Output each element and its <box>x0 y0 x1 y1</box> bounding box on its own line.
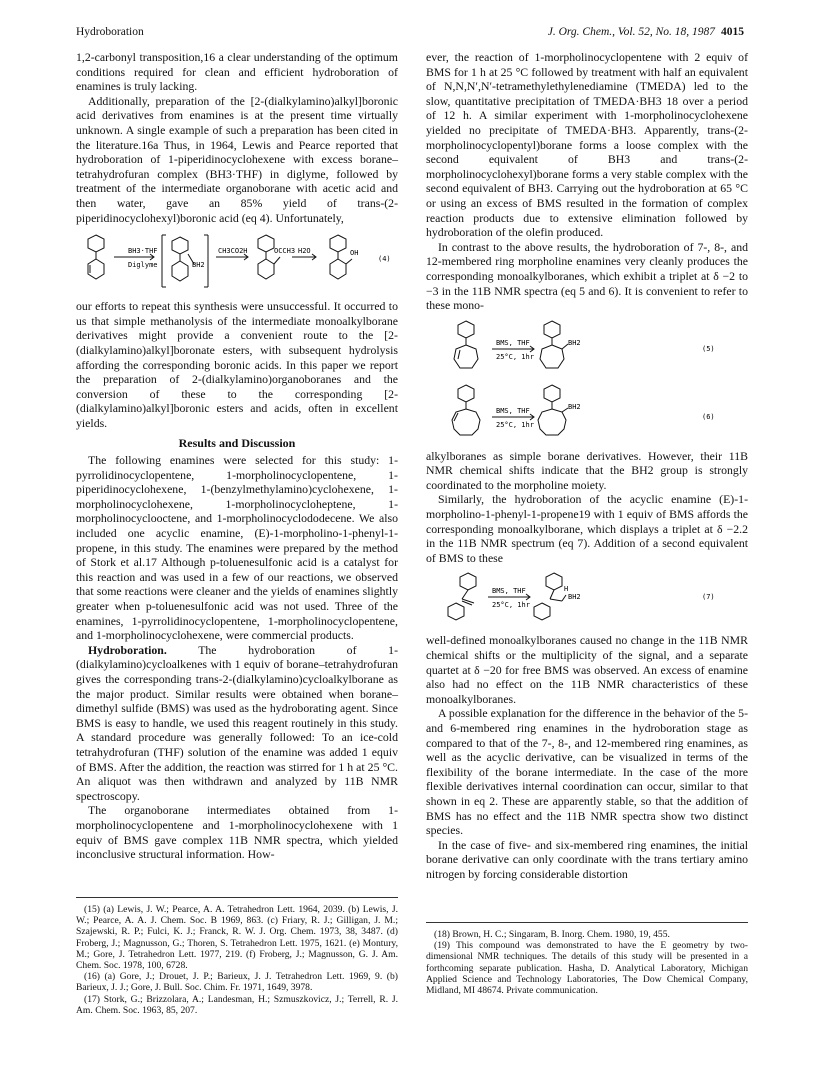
paragraph: our efforts to repeat this synthesis were unsuccessful. It occurred to us that simple methanolysis of the intermediate monoalkylborane derivatives might provide a convenient route to the [2-(dialkylamino)alkyl]boronate esters, with subsequent hydrolysis affording the corresponding boronic acids. In this paper we report the preparation of 2-(dialkylamino)organoboranes and the conversion of these to the corresponding [2-(dialkylamino)alkyl]boronic esters and acids, often in excellent yields. <box>76 299 398 430</box>
eq4-reagent-top: BH3·THF <box>128 247 158 256</box>
paragraph <box>76 643 398 804</box>
footnote: (19) This compound was demonstrated to have the E geometry by two-dimensional NMR techniques. The details of this study will be presented in a forthcoming separate publication. Hasha, D. Analytical Laboratory, Michigan Applied Science and Technology Laboratories, The Dow Chemical Company, Midland, MI 48674. Private communication. <box>426 940 748 997</box>
eq4-occh3-label: OCCH3 <box>274 247 296 256</box>
footnotes-left <box>76 897 398 1016</box>
left-column <box>76 50 398 862</box>
paragraph-text: The hydroboration of 1-(dialkylamino)cycloalkenes with 1 equiv of borane–tetrahydrofuran gives the corresponding trans-2-(dialkylamino)cycloalkylborane as the major product. Similar results were obtained when borane–dimethyl sulfide (BMS) was used as the hydroborating agent. Since BMS is easy to handle, we used this reagent routinely in this study. A standard procedure was generally followed: To an ice-cold tetrahydrofuran (THF) solution of the enamine was added 1 equiv of BMS. After the addition, the reaction was stirred for 1 h at 25 °C. An aliquot was then withdrawn and analyzed by 11B NMR spectroscopy. <box>76 642 398 803</box>
footnote: (18) Brown, H. C.; Singaram, B. Inorg. Chem. 1980, 19, 455. <box>434 929 670 940</box>
eq6-number: (6) <box>702 412 715 421</box>
run-in-heading: Hydroboration. <box>88 642 167 657</box>
running-header <box>76 26 744 40</box>
eq6-reagent-top: BMS, THF <box>496 406 530 415</box>
equation-5-scheme <box>426 317 748 377</box>
eq4-reagent-bottom: Diglyme <box>128 261 158 270</box>
paragraph: In contrast to the above results, the hydroboration of 7-, 8-, and 12-membered ring morpholine enamines very cleanly produces the corresponding monoalkylboranes, which exhibit a triplet at δ −2 to −3 in the 11B NMR spectra (eq 5 and 6). It is convenient to refer to these mono- <box>426 239 748 313</box>
eq7-reagent-bottom: 25°C, 1hr <box>492 601 530 610</box>
right-column <box>426 50 748 882</box>
header-section-title: Hydroboration <box>76 26 144 38</box>
equation-5-structures <box>426 317 748 377</box>
paragraph: ever, the reaction of 1-morpholinocyclopentene with 2 equiv of BMS for 1 h at 25 °C followed by treatment with half an equivalent of N,N,N′,N′-tetramethylethylenediamine (TMEDA) led to the slow, quantitative precipitation of TMEDA·BH3 18 over a period of 12 h. A similar experiment with 1-morpholinocyclohexene yielded no precipitate of TMEDA·BH3. Apparently, trans-(2-morpholinocyclopentyl)borane forms a loose complex with the second equivalent of BH3 and trans-(2-morpholinocyclohexyl)borane forms a very stable complex with the second equivalent of BH3. Carrying out the hydroboration at 65 °C or using an excess of BMS resulted in the formation of complex reaction products due to extensive elimination followed by hydroboration of the olefin produced. <box>426 50 748 240</box>
equation-4-scheme <box>76 229 398 295</box>
eq7-bh2-label: BH2 <box>568 593 581 602</box>
equation-7-structures <box>426 569 748 629</box>
paragraph: Similarly, the hydroboration of the acyclic enamine (E)-1-morpholino-1-phenyl-1-propene19 with 1 equiv of BMS affords the corresponding monoalkylborane, which displays a triplet at δ −2.2 in the 11B NMR spectrum (eq 7). Addition of a second equivalent of BMS to these <box>426 492 748 565</box>
eq5-number: (5) <box>702 344 715 353</box>
eq6-bh2-label: BH2 <box>568 402 581 411</box>
eq4-bh2-label: BH2 <box>192 261 205 270</box>
eq5-bh2-label: BH2 <box>568 338 581 347</box>
eq4-number: (4) <box>378 255 391 264</box>
paragraph: A possible explanation for the difference in the behavior of the 5- and 6-membered ring enamines in the hydroboration stage as compared to that of the 7-, 8-, and 12-membered ring enamines, as well as the acyclic derivative, can be visualized in terms of the flexibility of the borane intermediate. In the case of the more flexible derivatives internal coordination can occur, similar to that shown in eq 2. These are apparently stable, so that the addition of BMS has no effect and the 11B NMR spectra show two distinct species. <box>426 706 748 838</box>
paragraph: 1,2-carbonyl transposition,16 a clear understanding of the optimum conditions required for clean and efficient hydroboration of enamines is truly lacking. <box>76 50 398 94</box>
eq4-reagent3: H2O <box>298 247 311 256</box>
paragraph: In the case of five- and six-membered ring enamines, the initial borane derivative can only coordinate with the trans tertiary amino nitrogen by forcing considerable distortion <box>426 837 748 881</box>
footnote: (17) Stork, G.; Brizzolara, A.; Landesman, H.; Szmuszkovicz, J.; Terrell, R. J. Am. Chem. Soc. 1963, 85, 207. <box>76 993 398 1016</box>
equation-7-scheme <box>426 569 748 629</box>
paragraph: Additionally, preparation of the [2-(dialkylamino)alkyl]boronic acid derivatives from enamines is at the present time virtually unknown. A single example of such a preparation has been cited in the literature.16a Thus, in 1964, Lewis and Pearce reported that hydroboration of 1-piperidinocyclohexene with excess borane–tetrahydrofuran complex (BH3·THF) in diglyme, followed by treatment of the intermediate organoborane with acetic acid and then water, gave an 85% yield of trans-(2-piperidinocyclohexyl)boronic acid (eq 4). Unfortunately, <box>76 93 398 225</box>
eq7-number: (7) <box>702 593 715 602</box>
journal-citation: J. Org. Chem., Vol. 52, No. 18, 1987 <box>547 26 715 38</box>
eq4-reagent2: CH3CO2H <box>218 247 248 256</box>
eq5-reagent-bottom: 25°C, 1hr <box>496 352 534 361</box>
eq7-reagent-top: BMS, THF <box>492 587 526 596</box>
eq4-oh-label: OH <box>350 249 359 258</box>
eq6-reagent-bottom: 25°C, 1hr <box>496 420 534 429</box>
eq7-h-label: H <box>564 585 569 594</box>
header-journal-info <box>548 26 744 38</box>
equation-6-scheme <box>426 381 748 445</box>
footnote: (15) (a) Lewis, J. W.; Pearce, A. A. Tetrahedron Lett. 1964, 2039. (b) Lewis, J. W.; Pearce, A. A. J. Chem. Soc. B 1969, 863. (c) Friary, R. J.; Gilligan, J. M.; Szajewski, R. P.; Fulci, K. J.; Franck, R. W. J. Org. Chem. 1973, 38, 3487. (d) Froberg, J.; Magnusson, G.; Thoren, S. Tetrahedron Lett. 1975, 1621. (e) Montury, M.; Gore, J. Tetrahedron Lett. 1977, 219. (f) Froberg, J.; Magnusson, G. J. Am. Chem. Soc. 1978, 100, 6728. <box>76 904 398 972</box>
eq5-reagent-top: BMS, THF <box>496 338 530 347</box>
paragraph: well-defined monoalkylboranes caused no change in the 11B NMR chemical shifts or the multiplicity of the signal, and a separate quartet at δ −20 for free BMS was observed. An excess of enamine also had no effect on the 11B NMR characteristics of these monoalkylboranes. <box>426 633 748 706</box>
paragraph: The following enamines were selected for this study: 1-pyrrolidinocyclopentene, 1-morpholinocyclopentene, 1-piperidinocyclohexene, 1-(benzylmethylamino)cyclohexene, 1-morpholinocyclohexene, 1-morpholinocycloheptene, 1-morpholinocyclooctene, and 1-morpholinocyclododecene. We also included one acyclic enamine, (E)-1-morpholino-1-phenyl-1-propene, in this study. The enamines were prepared by the method of Stork et al.17 Although p-toluenesulfonic acid is a catalyst for this reaction and was used in a few of our reactions, we observed that some reactions were cleaner and the yields of enamines slightly greater when p-toluenesulfonic acid was not used. Three of the enamines, 1-pyrrolidinocyclopentene, 1-morpholinocyclopentene, and 1-morpholinocyclohexene, were commercial products. <box>76 453 398 643</box>
equation-4-structures <box>76 229 398 295</box>
paragraph: alkylboranes as simple borane derivatives. However, their 11B NMR chemical shifts indicate that the BH2 group is strongly coordinated to the morpholine moiety. <box>426 448 748 492</box>
paragraph: The organoborane intermediates obtained from 1-morpholinocyclopentene and 1-morpholinocyclohexene with 1 equiv of BMS gave complex 11B NMR spectra, which yielded inconclusive structural information. How- <box>76 803 398 862</box>
equation-6-structures <box>426 381 748 445</box>
page-number: 4015 <box>721 26 744 38</box>
section-heading: Results and Discussion <box>178 436 296 451</box>
footnote: (16) (a) Gore, J.; Drouet, J. P.; Barieux, J. J. Tetrahedron Lett. 1969, 9. (b) Barieux, J. J.; Gore, J. Bull. Soc. Chim. Fr. 1971, 1649, 3978. <box>76 971 398 994</box>
footnotes-right <box>426 922 748 996</box>
